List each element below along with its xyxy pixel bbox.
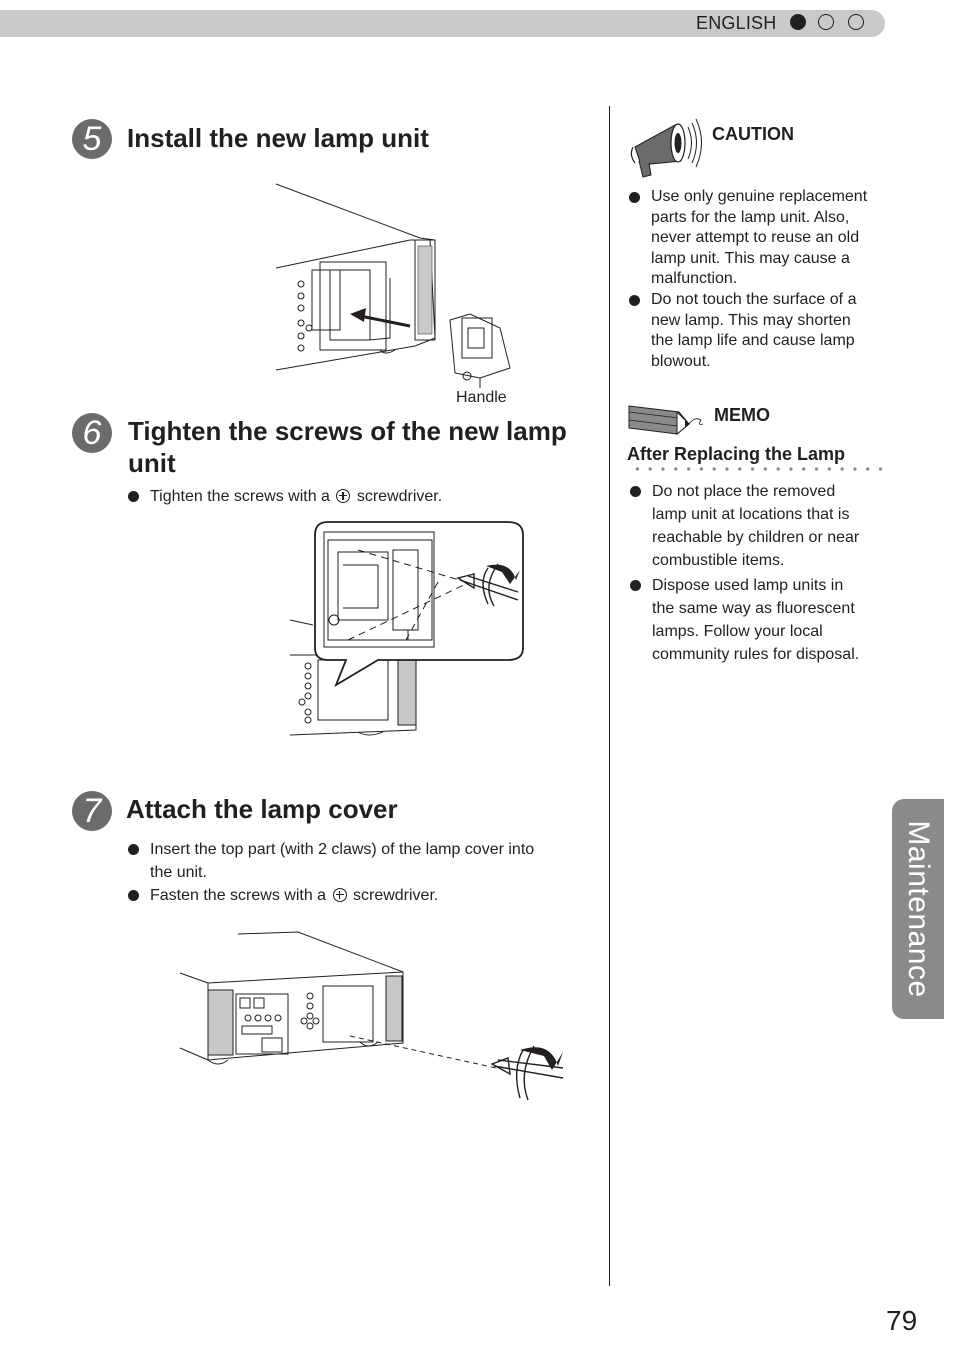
step-title xyxy=(128,415,567,479)
step-6-instructions xyxy=(128,485,442,508)
step-title-line: Tighten the screws of the new lamp xyxy=(128,416,567,446)
section-indicator-dot xyxy=(848,14,864,30)
column-divider xyxy=(609,106,610,1286)
step-number-5: 5 xyxy=(72,119,112,159)
caution-list xyxy=(629,187,889,372)
section-tab-label: Maintenance xyxy=(902,820,935,998)
page-number: 79 xyxy=(886,1305,918,1336)
language-label: ENGLISH xyxy=(696,13,777,33)
memo-list xyxy=(630,480,890,666)
list-item: Dispose used lamp units in the same way as fluorescent lamps. Follow your local community rules for disposal. xyxy=(630,574,890,666)
step-title-line: unit xyxy=(128,448,176,478)
list-item: Use only genuine replacement parts for the lamp unit. Also, never attempt to reuse an old lamp unit. This may cause a malfunction. xyxy=(629,187,889,290)
install-lamp-illustration xyxy=(270,178,530,388)
caution-label: CAUTION xyxy=(712,124,794,144)
attach-cover-illustration xyxy=(178,928,568,1103)
list-item: Tighten the screws with a screwdriver. xyxy=(128,485,442,508)
list-item: Insert the top part (with 2 claws) of the lamp cover into the unit. xyxy=(128,838,578,884)
list-item: Do not place the removed lamp unit at locations that is reachable by children or near combustible items. xyxy=(630,480,890,572)
list-item: Do not touch the surface of a new lamp. This may shorten the lamp life and cause lamp blowout. xyxy=(629,290,889,372)
step-number-7: 7 xyxy=(72,791,112,831)
megaphone-icon xyxy=(627,117,707,183)
section-indicator-dot xyxy=(818,14,834,30)
memo-label: MEMO xyxy=(714,405,770,425)
section-indicator-dot-filled xyxy=(790,14,806,30)
pencil-icon xyxy=(627,402,707,436)
step-number-6: 6 xyxy=(72,413,112,453)
phillips-screwdriver-icon xyxy=(336,489,350,503)
step-title: Attach the lamp cover xyxy=(126,794,398,824)
step-title: Install the new lamp unit xyxy=(127,123,429,153)
dotted-rule xyxy=(631,467,887,471)
tighten-screws-illustration xyxy=(288,520,528,740)
phillips-screwdriver-icon xyxy=(333,888,347,902)
list-item: Fasten the screws with a screwdriver. xyxy=(128,884,578,907)
memo-heading: After Replacing the Lamp xyxy=(627,444,846,464)
section-tab-maintenance[interactable] xyxy=(892,799,944,1019)
step-7-instructions xyxy=(128,838,578,907)
figure-caption-handle: Handle xyxy=(456,389,507,406)
